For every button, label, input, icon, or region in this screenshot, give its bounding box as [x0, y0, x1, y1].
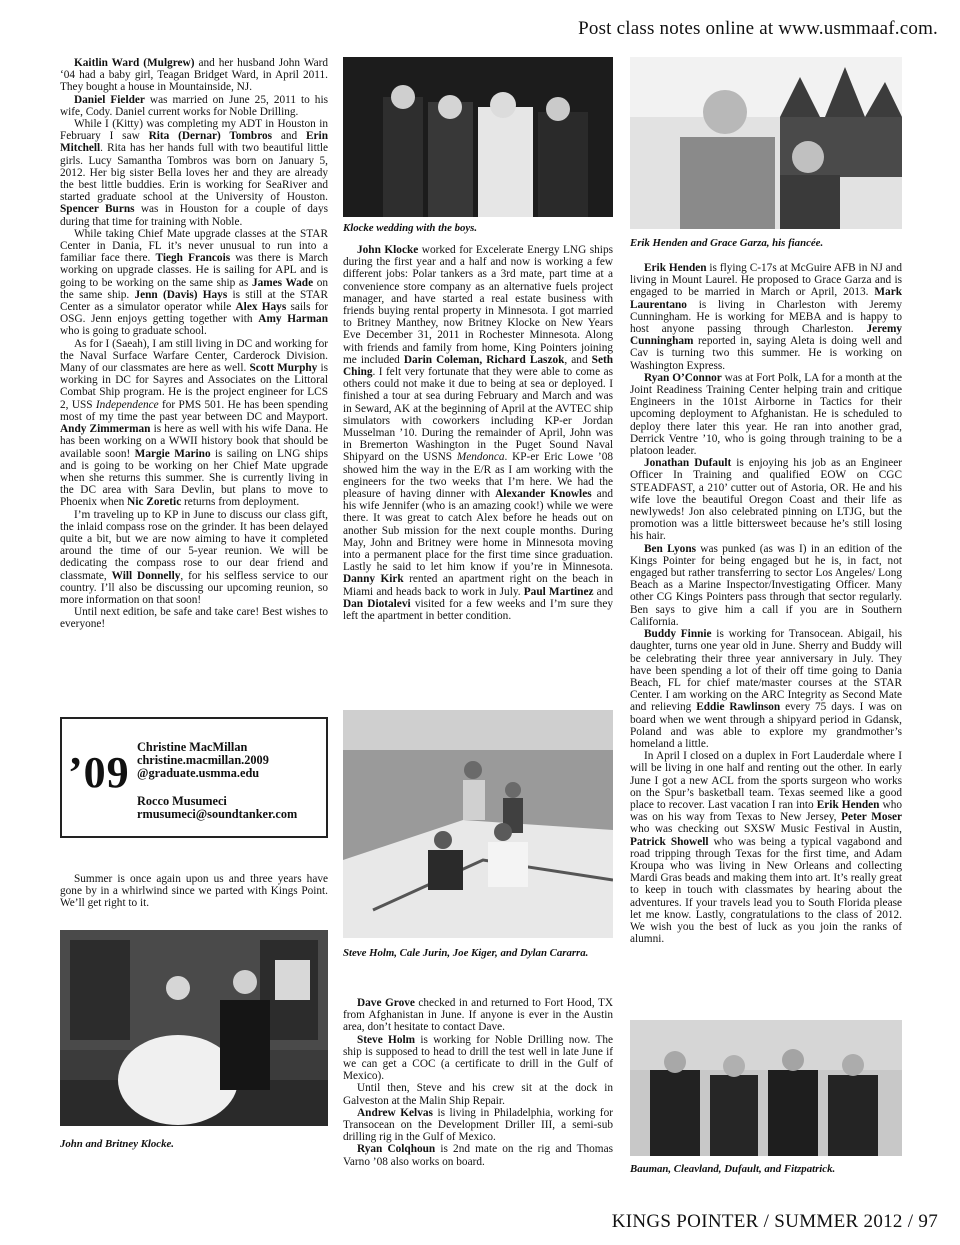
text-run: was married on June 25, 2011 to his wife, Cody. Daniel current works for Noble Drilling.	[60, 93, 328, 118]
photo-john-britney	[60, 930, 328, 1126]
secretary-email: @graduate.usmma.edu	[137, 766, 260, 781]
person-name: Scott Murphy	[249, 362, 318, 375]
person-name: Danny Kirk	[343, 573, 404, 586]
person-name: Nic Zoretic	[127, 496, 182, 509]
paragraph	[630, 372, 902, 457]
text-run: is working for Transocean. Abigail, his daughter, turns one year old in June. Sherry and Buddy will be celebrating their three year anniversary in July. They have been spending a lot of their off time going to Dania Beach, FL for chief mate/master courses at the STAR Center. I am working on the ARC Integrity as Second Mate and relieving	[630, 628, 902, 714]
person-name: John Klocke	[357, 244, 419, 256]
column-2-bottom-text	[343, 997, 613, 1177]
paragraph	[60, 57, 328, 94]
person-name: Kaitlin Ward (Mulgrew)	[74, 57, 195, 69]
person-name: Ryan O’Connor	[644, 371, 722, 384]
text-run: who was checking out SXSW Music Festival in Austin,	[630, 823, 902, 836]
caption-henden-garza: Erik Henden and Grace Garza, his fiancée.	[630, 237, 824, 249]
person-name: Darin Coleman, Richard Laszok	[403, 353, 565, 366]
text-run: is flying C-17s at McGuire AFB in NJ and living in Mount Laurel. He proposed to Grace Garza and is engaged to be married in March or April, 2013.	[630, 262, 902, 299]
paragraph	[60, 338, 328, 509]
photo-four-men	[630, 1020, 902, 1156]
ship-name: Mendonca	[456, 451, 505, 464]
page-header: Post class notes online at www.usmmaaf.com.	[578, 18, 938, 39]
person-name: Buddy Finnie	[644, 628, 712, 641]
person-name: Seth Ching	[343, 353, 613, 379]
text-run: Until next edition, be safe and take care! Best wishes to everyone!	[60, 606, 328, 631]
text-run: rented an apartment right on the beach in Miami and heads back to work in July.	[343, 573, 613, 598]
person-name: Steve Holm	[357, 1033, 416, 1046]
text-run: As for I (Saeah), I am still living in DC and working for the Naval Surface Warfare Center, Carderock Division. Many of our classmates are here as well.	[60, 337, 328, 375]
person-name: Mark Laurentano	[630, 286, 902, 311]
text-run: returns from deployment.	[181, 496, 300, 509]
text-run: is 2nd mate on the rig and Thomas Varno ’08 also works on board.	[343, 1143, 613, 1168]
paragraph	[60, 228, 328, 338]
text-run: . KP-er Eric Lowe ’08 showed him the way in the E/R as I am working with the engineers for the two weeks that I’m here. We had the pleasure of having dinner with	[343, 451, 613, 501]
person-name: Margie Marino	[134, 447, 211, 460]
caption-john-britney: John and Britney Klocke.	[60, 1138, 174, 1150]
person-name: Tiegh Francois	[155, 252, 231, 265]
paragraph	[60, 509, 328, 607]
person-name: Rita (Dernar) Tombros	[148, 130, 273, 143]
person-name: Jenn (Davis) Hays	[134, 288, 228, 301]
person-name: Daniel Fielder	[74, 93, 145, 106]
person-name: Alex Hays	[235, 301, 287, 314]
paragraph	[630, 628, 902, 750]
paragraph	[60, 94, 328, 118]
class-09-intro	[60, 873, 328, 913]
text-run: was there is March working on upgrade classes. He is sailing for APL and is going to be working on the same ship as	[60, 252, 328, 289]
person-name: Eddie Rawlinson	[696, 701, 781, 714]
person-name: Alexander Knowles	[495, 488, 592, 501]
text-run: was punked (as was I) in an edition of the Kings Pointer for being engaged but he is, in fact, not engaged but rather transferring to sector Los Angeles/ Long Beach as a Marine Inspector/Investigating Officer. Many other CG Kings Pointers pass through that sector regularly. Ben says to give him a call if you are in Southern California.	[630, 542, 902, 628]
text-run: I’m traveling up to KP in June to discuss our class gift, the inlaid compass rose on the grinder. It has been delayed quite a bit, but we are now aiming to have it completed around the time of our 5-year reunion. We will be dedicating the compass rose to our dear friend and classmate,	[60, 508, 328, 582]
secretary-email: rmusumeci@soundtanker.com	[137, 806, 298, 821]
column-3-text	[630, 262, 902, 1014]
class-secretaries	[137, 741, 297, 821]
paragraph	[343, 1107, 613, 1144]
caption-klocke-wedding: Klocke wedding with the boys.	[343, 222, 478, 234]
caption-boat: Steve Holm, Cale Jurin, Joe Kiger, and Dylan Cararra.	[343, 947, 589, 959]
person-name: Spencer Burns	[60, 203, 135, 216]
text-run: worked for Excelerate Energy LNG ships during the first year and a half and now is working a few different jobs: Polar tankers as a 3rd mate, part time at a convenience store company as an alternative fuels project manager, and have started a real estate business with friends buying rental property in Minnesota. I got married to Britney Manthey, now Britney Klocke on New Years Eve December 31, 2011 in Rochester Minnesota. Along with friends and family from home, King Pointers joining me included	[343, 244, 613, 366]
paragraph	[60, 606, 328, 630]
paragraph	[343, 1082, 613, 1106]
text-run: While taking Chief Mate upgrade classes at the STAR Center in Dania, FL it’s never unusual to run into a familiar face there.	[60, 227, 328, 265]
paragraph	[630, 750, 902, 945]
person-name: Andrew Kelvas	[357, 1106, 433, 1119]
text-run: , for his selfless service to our country. I’ll also be discussing our upcoming reunion, so more information on that soon!	[60, 569, 328, 606]
paragraph	[630, 543, 902, 628]
caption-four-men: Bauman, Cleavland, Dufault, and Fitzpatrick.	[630, 1163, 836, 1175]
person-name: Erin Mitchell	[60, 130, 328, 155]
paragraph	[343, 997, 613, 1034]
text-run: and	[272, 130, 306, 143]
person-name: Dave Grove	[357, 997, 415, 1009]
text-run: and	[593, 585, 613, 598]
person-name: Paul Martinez	[523, 585, 594, 598]
text-run: reported in, saying Aleta is doing well and Cav is turning two this summer. He is working on Washington Express.	[630, 335, 902, 372]
text-run: is here as well with his wife Dana. He has been working on a WWII history book that should be available soon!	[60, 423, 328, 460]
text-run: checked in and returned to Fort Hood, TX from Afghanistan in June. If anyone is ever in the Austin area, don’t hesitate to contact Dave.	[343, 997, 613, 1034]
person-name: Erik Henden	[644, 262, 707, 274]
text-run: on the same ship.	[60, 276, 328, 301]
text-run: visited for a few weeks and I’m sure they left the apartment in better condition.	[343, 597, 613, 623]
text-run: was at Fort Polk, LA for a month at the Joint Readiness Training Center helping train and critique Engineers in the 101st Airborne in Tactics for their upcoming deployment to Afghanistan. He is scheduled to deploy there later this year. He ran into another grad, Derrick Ventre ’10, who is going through training to be a platoon leader.	[630, 371, 902, 458]
text-run: and his wife Jennifer (who is an amazing cook!) while we were there. It was great to catch Alex before he heads out on another Sub mission for the next couple months. During May, John and Britney were home in Minnesota moving into a permanent place for the first time since graduation. Lastly he said to let him know if you’re in Minnesota.	[343, 488, 613, 574]
paragraph	[630, 262, 902, 372]
person-name: Amy Harman	[258, 313, 328, 326]
person-name: Peter Moser	[841, 811, 902, 824]
text-run: for PMS 501. He has been spending most of my time the past year between DC and Mayport.	[60, 398, 328, 423]
text-run: sails for OSG. Jenn enjoys getting together with	[60, 301, 328, 326]
person-name: Will Donnelly	[111, 569, 181, 582]
text-run: , and	[564, 353, 592, 366]
person-name: Jonathan Dufault	[644, 457, 732, 470]
class-09-contact-box	[60, 717, 328, 838]
text-run: In April I closed on a duplex in Fort Lauderdale where I will be living in one half and renting out the other. In early June I got a new ACL from the sports surgeon who works on the Spur’s basketball team. Texas seemed like a good place to recover. Last vacation I ran into	[630, 750, 902, 811]
ship-name: Independence	[95, 398, 159, 411]
secretary-email: christine.macmillan.2009	[137, 753, 269, 768]
text-run: is sailing on LNG ships and is going to be working on her Chief Mate upgrade when she returns this summer. She is currently living in the DC area with Sara Devlin, but plans to move to Phoenix when	[60, 447, 328, 509]
person-name: Jeremy Cunningham	[630, 323, 902, 348]
intro-paragraph: Summer is once again upon us and three years have gone by in a whirlwind since we parted with Kings Point. We’ll get right to it.	[60, 873, 328, 910]
person-name: Andy Zimmerman	[60, 423, 151, 436]
class-year: ’09	[68, 748, 130, 797]
text-run: was in Houston for a couple of days during that time for training with Noble.	[60, 203, 328, 228]
photo-boat	[343, 710, 613, 938]
text-run: who was on his way from Texas to New Jersey,	[630, 798, 902, 824]
text-run: who is going to graduate school.	[60, 325, 207, 338]
secretary-name: Rocco Musumeci	[137, 793, 227, 808]
paragraph	[343, 1034, 613, 1083]
text-run: every 75 days. I was on board when we went through a shipyard period in Gdansk, Poland and was able to explore my grandmother’s homeland a little.	[630, 701, 902, 750]
column-1-text	[60, 57, 328, 697]
text-run: is working for Noble Drilling now. The ship is supposed to head to drill the test well in late June if we can get a COC (a certificate to drill in the Gulf of Mexico).	[343, 1033, 613, 1083]
photo-klocke-wedding	[343, 57, 613, 217]
text-run: . I felt very fortunate that they were able to come as others could not make it due to being at sea or deployed. I finished a tour at sea during February and March and was in Seward, AK at the beginning of April at the AVTEC ship simulators with coworkers including KP-er Jordan Musselman ’10. During the remainder of April, John was in Bremerton Washington in the Puget Sound Naval Shipyard on the USNS	[343, 366, 613, 464]
text-run: While I (Kitty) was completing my ADT in Houston in February I saw	[60, 118, 328, 143]
person-name: Ryan Colqhoun	[357, 1143, 436, 1156]
text-run: is living in Charleston with Jeremy Cunningham. He is working for MEBA and is happy to host anyone passing through Charleston.	[630, 298, 902, 336]
text-run: who was being a typical vagabond and road tripping through Texas for the first time, and Adam Kroupa who was living in New Orleans and collecting Mardi Gras beads and making them into art. It’s really great to keep in touch with classmates by hearing about the adventures. If your travels lead you to South Florida please let me know. Lastly, congratulations to the class of 2012. We wish you the best of luck as you join the ranks of alumni.	[630, 835, 902, 946]
person-name: Dan Diotalevi	[343, 597, 411, 610]
paragraph	[343, 244, 613, 622]
paragraph	[60, 118, 328, 228]
text-run: is enjoying his job as an Engineer Officer In Training and qualified EOW on CGC STEADFAST, a 210’ cutter out of Astoria, OR. He and his wife love the beautiful Oregon Coast and their life as newlyweds! Jon also celebrated pinning on LTJG, but the promotion was a little bittersweet because he’s still losing his hair.	[630, 457, 902, 543]
paragraph	[343, 1143, 613, 1167]
text-run: . Rita has her hands full with two beautiful little girls. Lucy Samantha Tombros was born on January 5, 2012. Her big sister Bella loves her and they are already the best little buddies. Erin is working for SeaRiver and started graduate school at the University of Houston.	[60, 142, 328, 204]
text-run: is working in DC for Sayres and Associates on the Littoral Combat Ship program. He is the project engineer for LCS 2, USS	[60, 362, 328, 411]
secretary-name: Christine MacMillan	[137, 740, 248, 754]
text-run: is still at the STAR Center as a simulator operator while	[60, 288, 328, 314]
text-run: is living in Philadelphia, working for Transocean on the Development Driller III, a semi-sub drilling rig in the Gulf of Mexico.	[343, 1106, 613, 1144]
text-run: and her husband John Ward ‘04 had a baby girl, Teagan Bridget Ward, in April 2011. They bought a house in Mountainside, NJ.	[60, 57, 328, 94]
person-name: Patrick Showell	[630, 835, 709, 848]
column-2-text	[343, 244, 613, 686]
person-name: Ben Lyons	[644, 542, 697, 555]
person-name: James Wade	[251, 276, 314, 289]
person-name: Erik Henden	[816, 798, 880, 811]
paragraph	[630, 457, 902, 542]
text-run: Until then, Steve and his crew sit at the dock in Galveston at the Malin Ship Repair.	[343, 1082, 613, 1107]
photo-henden-garza	[630, 57, 902, 229]
page-footer: KINGS POINTER / SUMMER 2012 / 97	[611, 1211, 938, 1232]
